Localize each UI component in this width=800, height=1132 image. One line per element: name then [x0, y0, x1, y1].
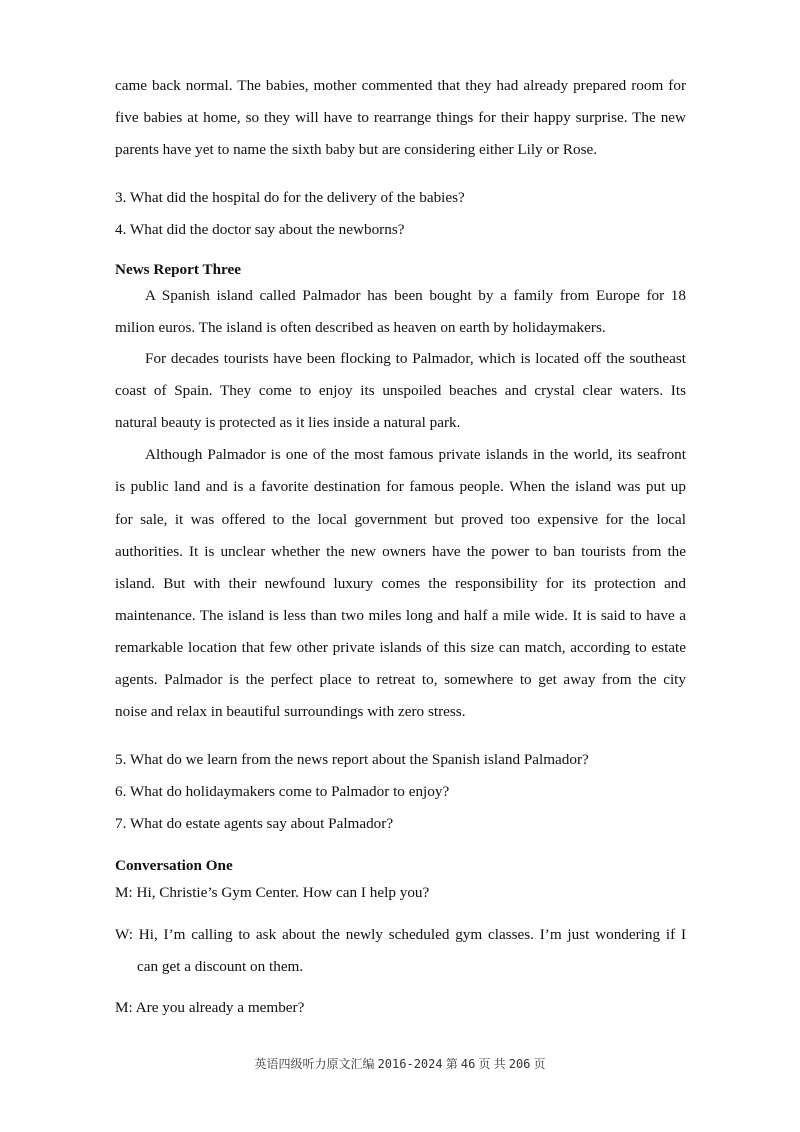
footer-total-pages: 206	[508, 1057, 531, 1071]
paragraph-line: A Spanish island called Palmador has been bought by a family from Europe for 18	[145, 287, 686, 304]
paragraph-line: is public land and is a favorite destination for famous people. When the island was put up	[115, 478, 686, 495]
footer-years: 2016-2024	[377, 1057, 443, 1071]
continuation-line: came back normal. The babies, mother commented that they had already prepared room for	[115, 77, 686, 94]
footer-di: 第	[445, 1057, 458, 1071]
paragraph-line: maintenance. The island is less than two miles long and half a mile wide. It is said to have a	[115, 607, 686, 624]
dialogue-line: can get a discount on them.	[137, 958, 304, 975]
footer-title: 英语四级听力原文汇编	[254, 1057, 375, 1071]
continuation-line: parents have yet to name the sixth baby but are considering either Lily or Rose.	[115, 141, 598, 158]
dialogue-line: M: Hi, Christie’s Gym Center. How can I help you?	[115, 884, 430, 901]
question-4: 4. What did the doctor say about the newborns?	[115, 221, 405, 238]
paragraph-line: coast of Spain. They come to enjoy its unspoiled beaches and crystal clear waters. Its	[115, 382, 686, 399]
footer-ye: 页	[533, 1057, 546, 1071]
question-6: 6. What do holidaymakers come to Palmador to enjoy?	[115, 783, 450, 800]
paragraph-line: agents. Palmador is the perfect place to retreat to, somewhere to get away from the city	[115, 671, 686, 688]
continuation-line: five babies at home, so they will have to rearrange things for their happy surprise. The new	[115, 109, 686, 126]
page-footer	[0, 1056, 800, 1072]
dialogue-line: W: Hi, I’m calling to ask about the newly scheduled gym classes. I’m just wondering if I	[115, 926, 686, 943]
paragraph-line: Although Palmador is one of the most famous private islands in the world, its seafront	[145, 446, 686, 463]
paragraph-line: milion euros. The island is often described as heaven on earth by holidaymakers.	[115, 319, 606, 336]
paragraph-line: authorities. It is unclear whether the new owners have the power to ban tourists from the	[115, 543, 686, 560]
footer-page-number: 46	[460, 1057, 476, 1071]
footer-gong: 共	[493, 1057, 506, 1071]
conversation-one-heading: Conversation One	[115, 857, 233, 874]
paragraph-line: natural beauty is protected as it lies inside a natural park.	[115, 414, 461, 431]
question-5: 5. What do we learn from the news report about the Spanish island Palmador?	[115, 751, 589, 768]
paragraph-line: remarkable location that few other private islands of this size can match, according to estate	[115, 639, 686, 656]
question-3: 3. What did the hospital do for the delivery of the babies?	[115, 189, 465, 206]
dialogue-line: M: Are you already a member?	[115, 999, 305, 1016]
paragraph-line: for sale, it was offered to the local government but proved too expensive for the local	[115, 511, 686, 528]
footer-ye: 页	[478, 1057, 491, 1071]
paragraph-line: For decades tourists have been flocking to Palmador, which is located off the southeast	[145, 350, 686, 367]
paragraph-line: island. But with their newfound luxury comes the responsibility for its protection and	[115, 575, 686, 592]
paragraph-line: noise and relax in beautiful surroundings with zero stress.	[115, 703, 466, 720]
news-report-three-heading: News Report Three	[115, 261, 241, 278]
question-7: 7. What do estate agents say about Palmador?	[115, 815, 394, 832]
